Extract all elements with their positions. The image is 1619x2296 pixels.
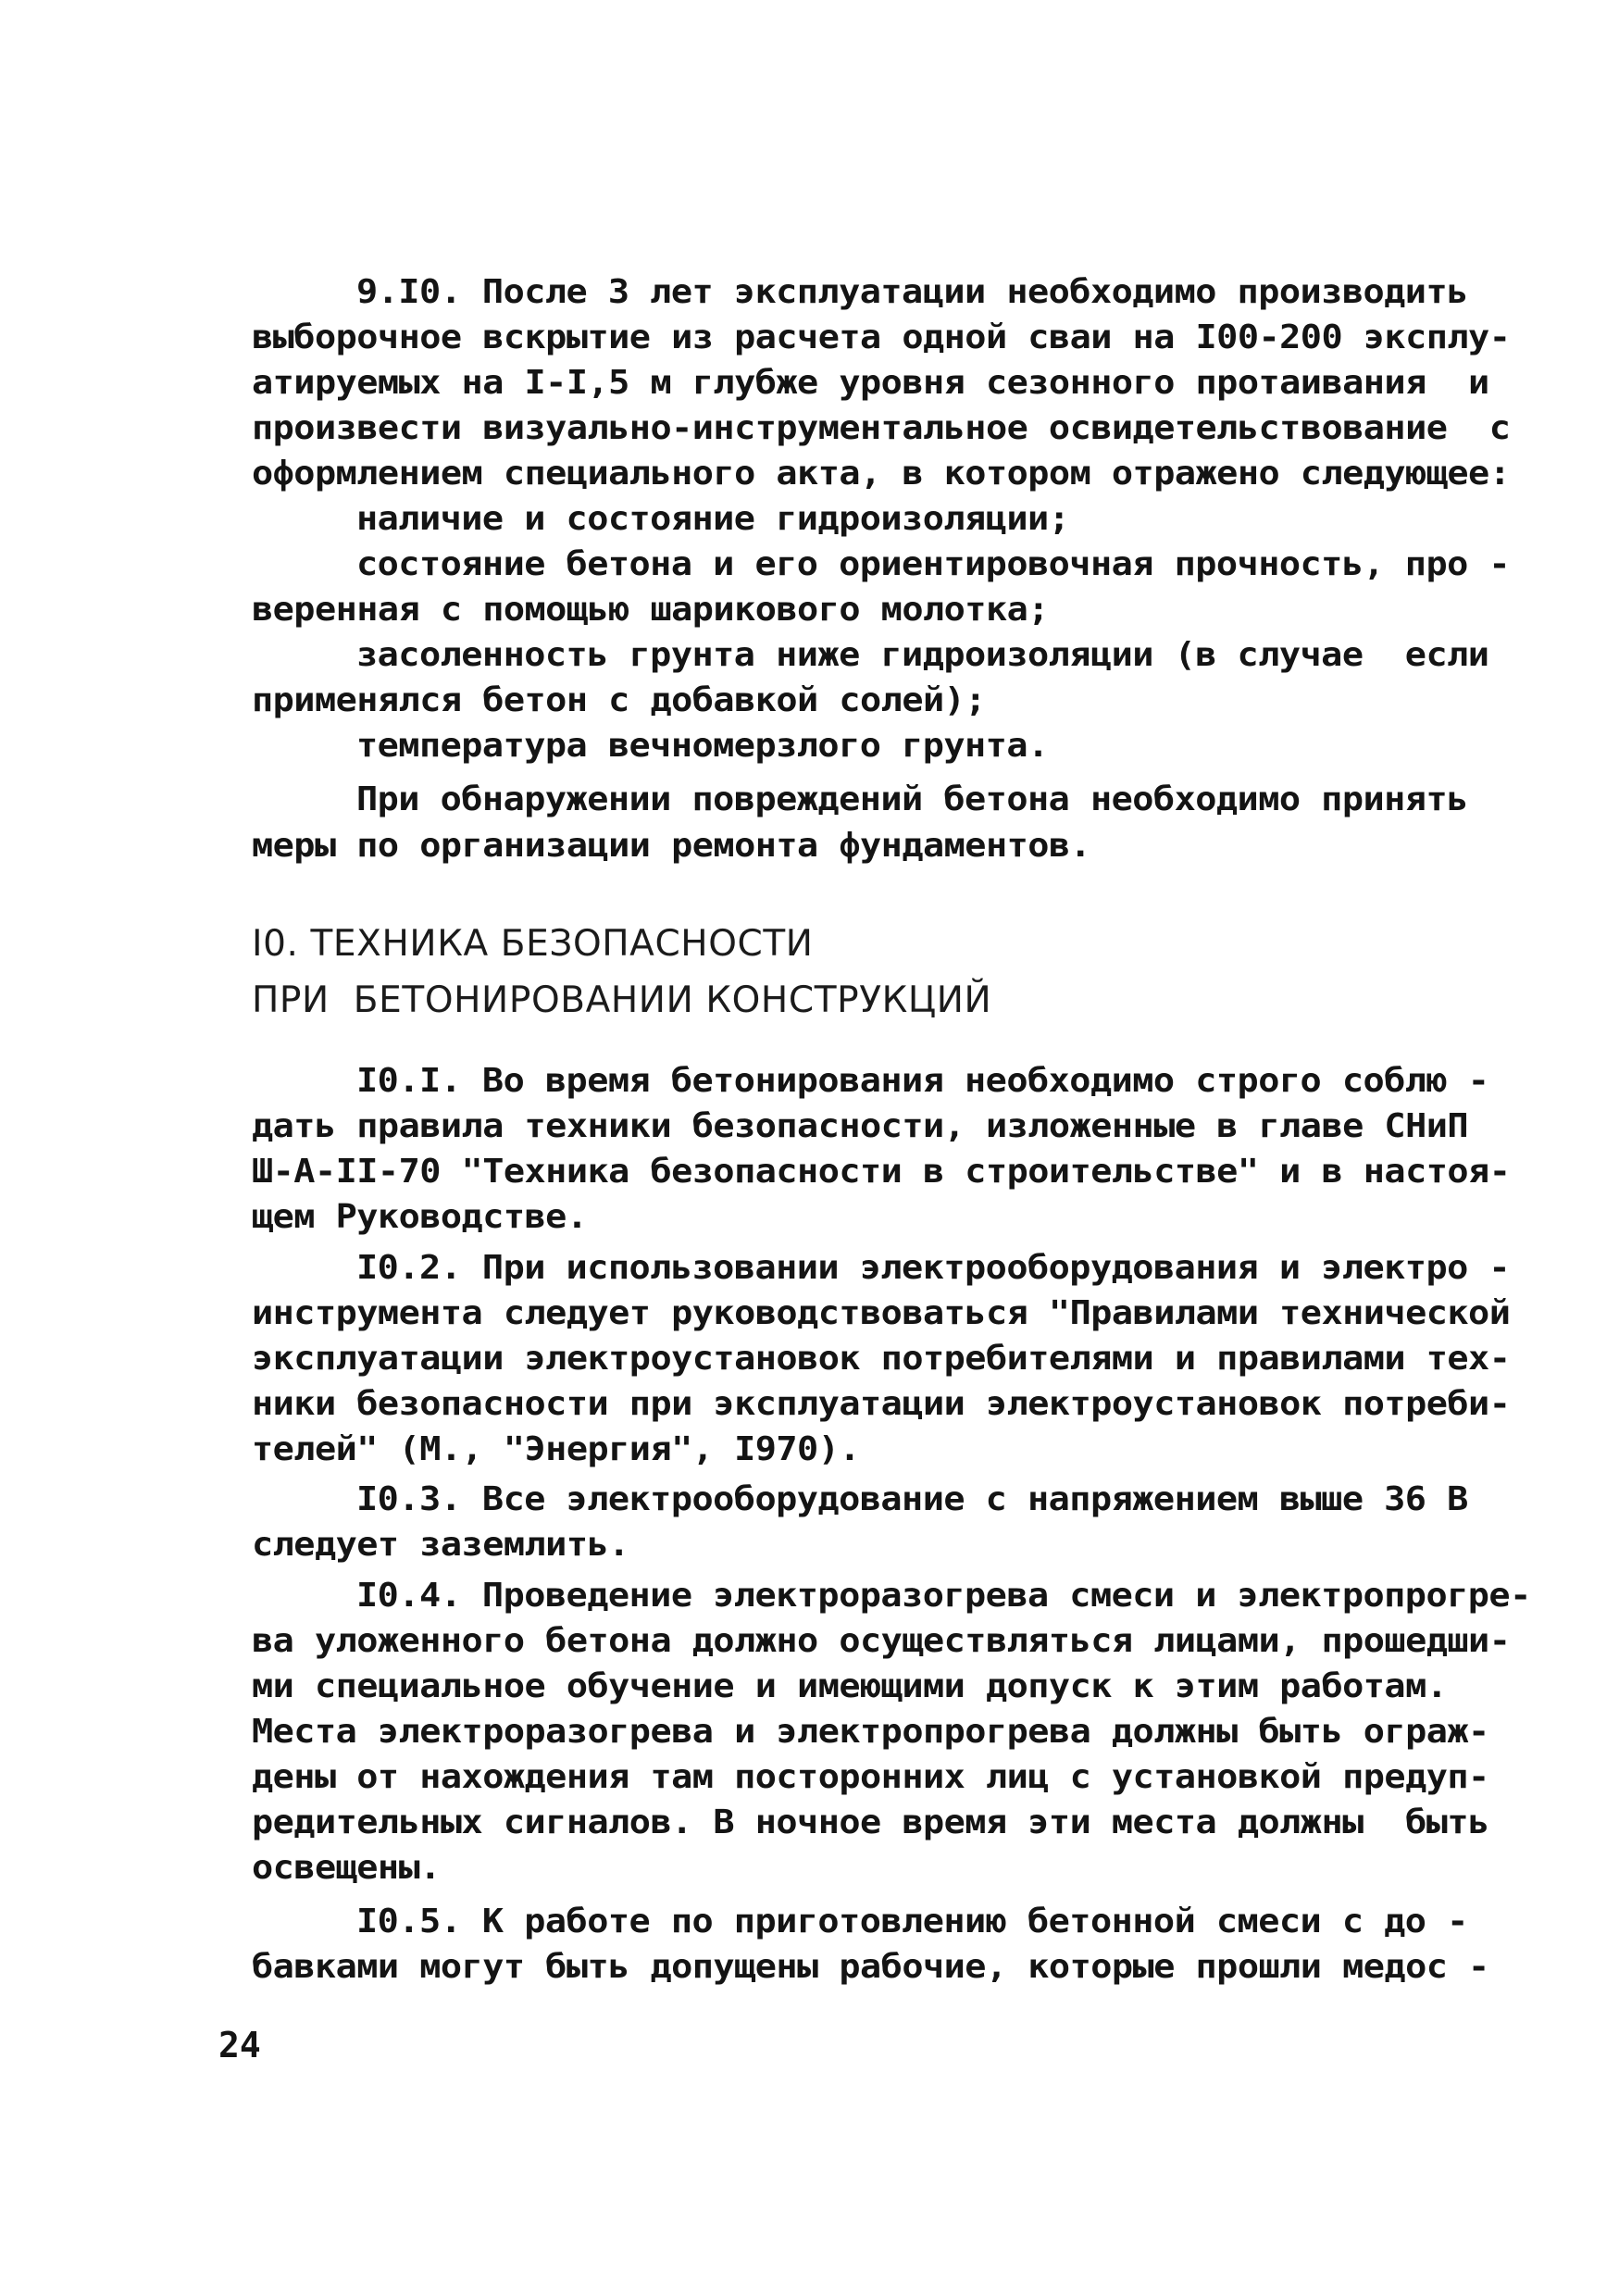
page-number: 24 xyxy=(218,2025,261,2065)
text-line: состояние бетона и его ориентировочная прочность, про - xyxy=(356,545,1511,583)
section-heading-line: I0. ТЕХНИКА БЕЗОПАСНОСТИ xyxy=(252,923,814,965)
text-line: меры по организации ремонта фундаментов. xyxy=(252,827,1091,865)
text-line: выборочное вскрытие из расчета одной сваи на I00-200 эксплу- xyxy=(252,318,1511,356)
text-line: освещены. xyxy=(252,1849,441,1887)
text-line: I0.I. Во время бетонирования необходимо строго соблю - xyxy=(356,1062,1489,1100)
text-line: телей" (М., "Энергия", I970). xyxy=(252,1430,861,1468)
text-line: I0.2. При использовании электрооборудования и электро - xyxy=(356,1249,1511,1287)
text-line: ми специальное обучение и имеющими допуск к этим работам. xyxy=(252,1667,1448,1705)
text-line: эксплуатации электроустановок потребителями и правилами тех- xyxy=(252,1340,1511,1378)
text-line: атируемых на I-I,5 м глубже уровня сезонного протаивания и xyxy=(252,364,1489,402)
text-line: ва уложенного бетона должно осуществляться лицами, прошедши- xyxy=(252,1622,1511,1660)
text-line: При обнаружении повреждений бетона необходимо принять xyxy=(356,780,1468,818)
text-line: Места электроразогрева и электропрогрева должны быть ограж- xyxy=(252,1713,1489,1751)
text-line: Ш-А-II-70 "Техника безопасности в строительстве" и в настоя- xyxy=(252,1153,1511,1191)
section-heading-line: ПРИ БЕТОНИРОВАНИИ КОНСТРУКЦИЙ xyxy=(252,980,992,1021)
text-line: произвести визуально-инструментальное освидетельствование с xyxy=(252,409,1511,447)
text-line: инструмента следует руководствоваться "Правилами технической xyxy=(252,1294,1511,1332)
text-line: I0.5. К работе по приготовлению бетонной смеси с до - xyxy=(356,1903,1468,1940)
text-line: I0.3. Все электрооборудование с напряжением выше 36 В xyxy=(356,1480,1468,1518)
text-line: I0.4. Проведение электроразогрева смеси и электропрогре- xyxy=(356,1577,1531,1615)
text-line: 9.I0. После 3 лет эксплуатации необходимо производить xyxy=(356,273,1468,311)
text-line: редительных сигналов. В ночное время эти места должны быть xyxy=(252,1803,1489,1841)
text-line: ники безопасности при эксплуатации электроустановок потреби- xyxy=(252,1385,1511,1423)
text-line: щем Руководстве. xyxy=(252,1198,588,1236)
text-line: дать правила техники безопасности, изложенные в главе СНиП xyxy=(252,1107,1469,1145)
text-line: температура вечномерзлого грунта. xyxy=(356,727,1049,765)
text-line: бавками могут быть допущены рабочие, которые прошли медос - xyxy=(252,1948,1489,1986)
text-line: дены от нахождения там посторонних лиц с установкой предуп- xyxy=(252,1758,1489,1796)
text-line: следует заземлить. xyxy=(252,1526,629,1564)
text-line: наличие и состояние гидроизоляции; xyxy=(356,500,1070,538)
text-line: применялся бетон с добавкой солей); xyxy=(252,681,986,719)
text-line: засоленность грунта ниже гидроизоляции (в случае если xyxy=(356,636,1489,674)
text-line: веренная с помощью шарикового молотка; xyxy=(252,591,1049,629)
text-line: оформлением специального акта, в котором отражено следующее: xyxy=(252,455,1511,493)
